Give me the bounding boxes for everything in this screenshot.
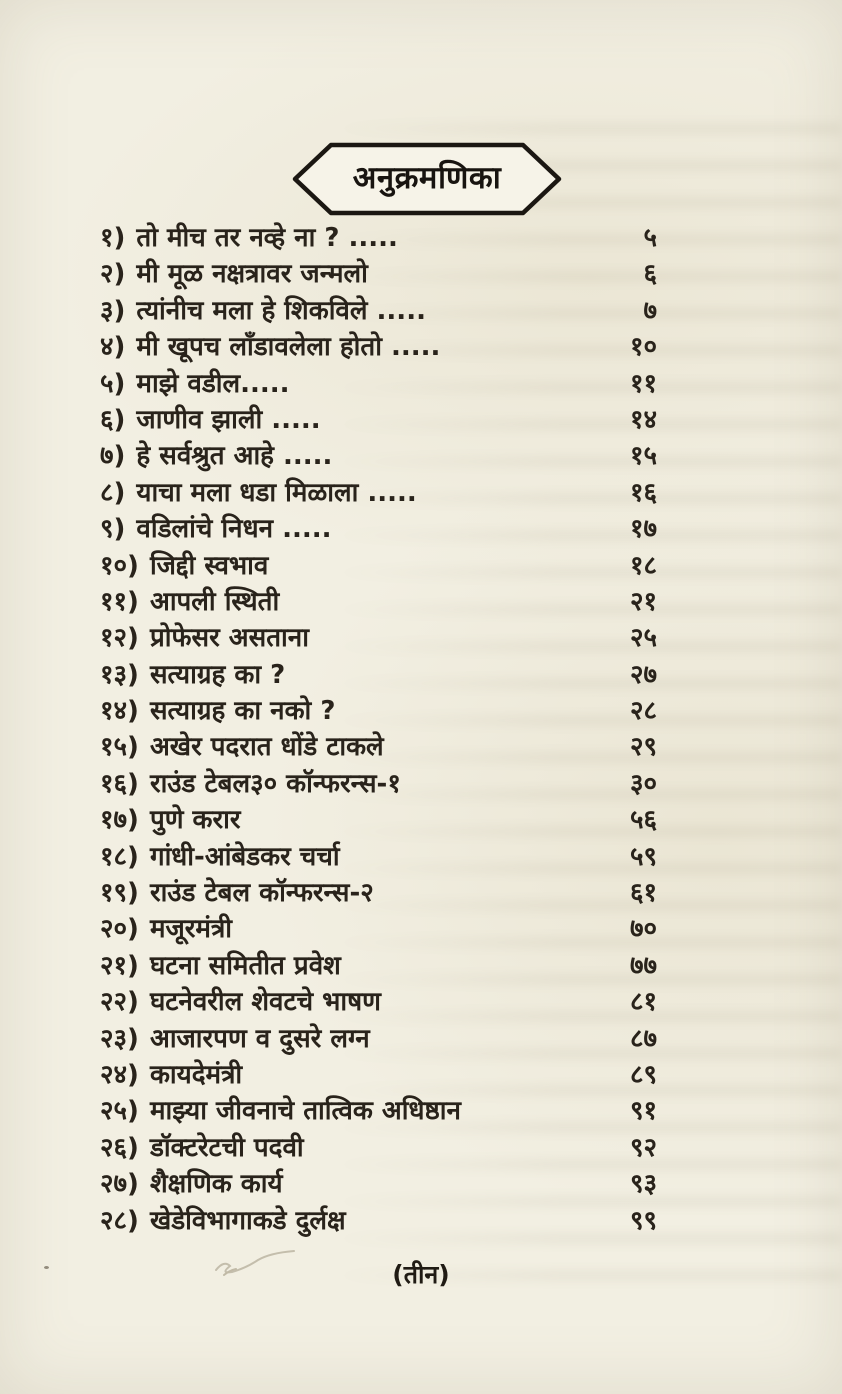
entry-number: २७) [100, 1169, 139, 1200]
entry-number: २५) [100, 1096, 139, 1127]
entry-title: सत्याग्रह का ? [149, 659, 286, 690]
entry-page-number: १८ [629, 550, 657, 581]
entry-title: याचा मला धडा मिळाला ..... [136, 477, 417, 508]
entry-title: हे सर्वश्रुत आहे ..... [136, 441, 333, 472]
entry-title: तो मीच तर नव्हे ना ? ..... [136, 223, 398, 253]
toc-entry [100, 366, 657, 402]
entry-number: २) [100, 259, 126, 290]
entry-title: जिद्दी स्वभाव [149, 550, 269, 581]
entry-number: २१) [100, 950, 139, 981]
entry-title: माझे वडील..... [136, 368, 290, 399]
entry-number: १५) [100, 732, 139, 763]
entry-number: ९) [100, 514, 126, 545]
toc-entry [100, 256, 657, 292]
entry-page-number: २८ [629, 696, 657, 727]
entry-title: आपली स्थिती [149, 586, 280, 617]
entry-number: १७) [100, 805, 139, 836]
toc-title-badge [291, 140, 563, 218]
toc-entry [100, 1093, 657, 1129]
toc-entry [100, 729, 657, 765]
entry-title: मजूरमंत्री [149, 914, 233, 945]
entry-title: जाणीव झाली ..... [136, 404, 321, 435]
entry-page-number: १४ [629, 404, 657, 435]
entry-page-number: ५६ [629, 805, 657, 836]
entry-page-number: ७७ [629, 950, 657, 981]
entry-page-number: ८७ [629, 1023, 657, 1054]
entry-page-number: ९२ [629, 1132, 657, 1163]
toc-entry [100, 475, 657, 511]
entry-title: आजारपण व दुसरे लग्न [149, 1023, 370, 1054]
toc-entry [100, 657, 657, 693]
entry-title: डॉक्टरेटची पदवी [149, 1132, 304, 1163]
toc-entry [100, 620, 657, 656]
toc-entry [100, 839, 657, 875]
entry-number: १८) [100, 841, 139, 872]
toc-entry [100, 1057, 657, 1093]
entry-title: मी मूळ नक्षत्रावर जन्मलो [136, 259, 368, 290]
entry-number: २२) [100, 987, 139, 1018]
toc-entry [100, 220, 657, 256]
toc-entry [100, 1130, 657, 1166]
toc-entry [100, 911, 657, 947]
entry-title: शैक्षणिक कार्य [149, 1169, 283, 1200]
entry-number: २४) [100, 1059, 139, 1090]
entry-number: ११) [100, 586, 139, 617]
toc-entry [100, 548, 657, 584]
entry-page-number: ६१ [629, 878, 657, 909]
entry-page-number: ९९ [629, 1205, 657, 1236]
entry-number: १४) [100, 696, 139, 727]
entry-number: २८) [100, 1205, 139, 1236]
entry-number: ५) [100, 368, 126, 399]
entry-title: सत्याग्रह का नको ? [149, 696, 336, 727]
entry-title: घटनेवरील शेवटचे भाषण [149, 987, 381, 1018]
entry-number: ६) [100, 404, 126, 435]
entry-title: खेडेविभागाकडे दुर्लक्ष [149, 1205, 346, 1236]
entry-number: ८) [100, 477, 126, 508]
entry-title: राउंड टेबल कॉन्फरन्स-२ [149, 878, 374, 909]
page-title: अनुक्रमणिका [352, 160, 502, 196]
entry-number: २३) [100, 1023, 139, 1054]
toc-entry [100, 1166, 657, 1202]
toc-entry [100, 1021, 657, 1057]
entry-number: २०) [100, 914, 139, 945]
entry-number: १३) [100, 659, 139, 690]
toc-entry [100, 584, 657, 620]
entry-page-number: ७० [629, 914, 657, 945]
entry-title: अखेर पदरात धोंडे टाकले [149, 732, 384, 763]
entry-page-number: २९ [629, 732, 657, 763]
toc-entry [100, 329, 657, 365]
toc-entry [100, 511, 657, 547]
entry-title: त्यांनीच मला हे शिकविले ..... [136, 295, 426, 326]
entry-page-number: ११ [629, 368, 657, 399]
entry-number: १) [100, 223, 126, 253]
entry-number: १९) [100, 878, 139, 909]
entry-title: प्रोफेसर असताना [149, 623, 309, 654]
entry-title: वडिलांचे निधन ..... [136, 514, 332, 545]
entry-page-number: ५ [643, 223, 657, 253]
entry-page-number: ५९ [629, 841, 657, 872]
toc-entry [100, 438, 657, 474]
entry-number: १६) [100, 768, 139, 799]
entry-title: गांधी-आंबेडकर चर्चा [149, 841, 340, 872]
entry-title: घटना समितीत प्रवेश [149, 950, 341, 981]
entry-title: कायदेमंत्री [149, 1059, 243, 1090]
toc-entry [100, 802, 657, 838]
entry-page-number: २७ [629, 659, 657, 690]
entry-page-number: ९१ [629, 1096, 657, 1127]
entry-title: पुणे करार [149, 805, 241, 836]
toc-entry [100, 1203, 657, 1239]
entry-title: राउंड टेबल३० कॉन्फरन्स-१ [149, 768, 401, 799]
entry-page-number: १५ [629, 441, 657, 472]
folio-page-number: (तीन) [392, 1260, 450, 1289]
toc-entry [100, 875, 657, 911]
toc-list [100, 220, 657, 1239]
entry-page-number: ३० [629, 768, 657, 799]
toc-entry [100, 948, 657, 984]
entry-title: मी खूपच लाँडावलेला होतो ..... [136, 332, 441, 363]
entry-page-number: ९३ [629, 1169, 657, 1200]
entry-number: ४) [100, 332, 126, 363]
toc-entry [100, 984, 657, 1020]
entry-page-number: ६ [643, 259, 657, 290]
toc-entry [100, 293, 657, 329]
toc-entry [100, 402, 657, 438]
toc-entry [100, 766, 657, 802]
entry-number: १०) [100, 550, 139, 581]
toc-entry [100, 693, 657, 729]
entry-page-number: १७ [629, 514, 657, 545]
entry-page-number: ८९ [629, 1059, 657, 1090]
entry-title: माझ्या जीवनाचे तात्विक अधिष्ठान [149, 1096, 461, 1127]
entry-number: १२) [100, 623, 139, 654]
entry-page-number: १६ [629, 477, 657, 508]
entry-page-number: ७ [643, 295, 657, 326]
entry-number: २६) [100, 1132, 139, 1163]
entry-page-number: २५ [629, 623, 657, 654]
entry-number: ३) [100, 295, 126, 326]
entry-page-number: १० [629, 332, 657, 363]
entry-page-number: २१ [629, 586, 657, 617]
entry-number: ७) [100, 441, 126, 472]
entry-page-number: ८१ [629, 987, 657, 1018]
